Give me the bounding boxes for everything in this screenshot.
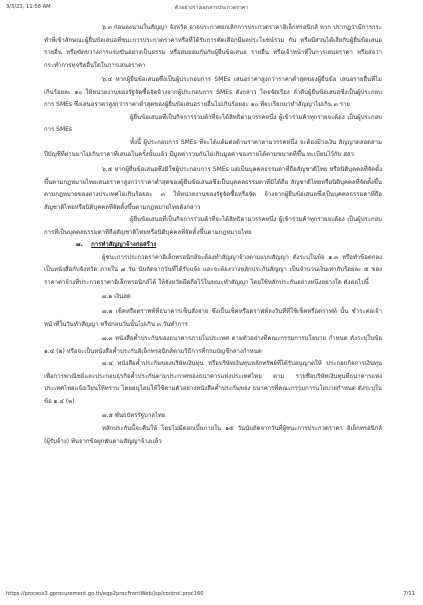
page-number: 7/11: [403, 591, 415, 597]
clause-6-5: ๖.๕ หากผู้ยื่นข้อเสนอซึ่งมิใช่ผู้ประกอบการ SMEs แต่เป็นบุคคลธรรมดาที่ถือสัญชาติไทย หรือนิติบุคคลที่จัดตั้งขึ้นตามกฎหมายไทยเสนอราคาสูงกว่าราคาต่ำสุดของผู้ยื่นข้อเสนอซึ่งเป็นบุคคลธรรมดาที่มิได้ถือ สัญชาติไทยหรือนิติบุคคลที่จัดตั้งขึ้นตามกฎหมายของต่างประเทศไม่เกินร้อยละ ๓ ให้หน่วยงานของรัฐจัดซื้อหรือจัด จ้างจากผู้ยื่นข้อเสนอซึ่งเป็นบุคคลธรรมดาที่ถือสัญชาติไทยหรือนิติบุคคลที่จัดตั้งขึ้นตามกฎหมายไทยดังกล่าว: [44, 166, 382, 211]
clause-7-return: หลักประกันนี้จะคืนให้ โดยไม่มีดอกเบี้ยภายใน ๑๕ วันนับถัดจากวันที่ผู้ชนะการประกวดราคา อิเล็กทรอนิกส์ (ผู้รับจ้าง) พ้นจากข้อผูกพันตามสัญญาจ้างแล้ว: [44, 424, 382, 445]
clause-7-1: ๗.๑ เงินสด: [102, 293, 131, 301]
section-7-title: การทำสัญญาจ้างก่อสร้าง: [91, 241, 157, 249]
clause-7-3: ๗.๓ หนังสือค้ำประกันของธนาคารภายในประเทศ ตามตัวอย่างที่คณะกรรมการนโยบาย กำหนด ดังระบุในข้อ ๑.๔ (๒) หรือจะเป็นหนังสือค้ำประกันอิเล็กทรอนิกส์ตามวิธีการที่กรมบัญชีกลางกำหนด: [44, 335, 382, 355]
clause-6-4-joint-venture: ผู้ยื่นข้อเสนอที่เป็นกิจการร่วมค้าที่จะได้สิทธิตามวรรคหนึ่ง ผู้เข้าร่วมค้าทุกรายจะต้อง เป็นผู้ประกอบการ SMEs: [44, 113, 382, 134]
clause-6-4: ๖.๔ หากผู้ยื่นข้อเสนอซึ่งเป็นผู้ประกอบการ SMEs เสนอราคาสูงกว่าราคาต่ำสุดของผู้ยื่นข้อ เสนอรายอื่นที่ไม่เกินร้อยละ ๑๐ ให้หน่วยงานของรัฐจัดซื้อจัดจ้างจากผู้ประกอบการ SMEs ดังกล่าว โดยจัดเรียง ลำดับผู้ยื่นข้อเสนอซึ่งเป็นผู้ประกอบการ SMEs ซึ่งเสนอราคาสูงกว่าราคาต่ำสุดของผู้ยื่นข้อเสนอรายอื่นไม่เกินร้อยละ ๑๐ ที่จะเรียกมาทำสัญญาไม่เกิน ๓ ราย: [44, 76, 382, 109]
page-url: https://process3.gprocurement.go.th/egp2procFrontWeb/jsp/control.proc160: [6, 591, 204, 597]
clause-7-intro: ผู้ชนะการประกวดราคาอิเล็กทรอนิกส์จะต้องทำสัญญาจ้างตามแบบสัญญา ดังระบุในข้อ ๑.๓ หรือทำข้อตกลงเป็นหนังสือกับจังหวัด ภายใน ๗ วัน นับถัดจากวันที่ได้รับแจ้ง และจะต้องวางหลักประกันสัญญา เป็นจำนวนเงินเท่ากับร้อยละ ๕ ของราคาค่าจ้างที่ประกวดราคาอิเล็กทรอนิกส์ได้ ให้จังหวัดยึดถือไว้ในขณะทำสัญญา โดยใช้หลักประกันอย่างหนึ่งอย่างใด ดังต่อไปนี้: [44, 253, 382, 286]
clause-6-3: ๖.๓ ก่อนลงนามในสัญญา จังหวัด อาจประกาศยกเลิกการประกวดราคาอิเล็กทรอนิกส์ หาก ปรากฏว่ามีการกระทำที่เข้าลักษณะผู้ยื่นข้อเสนอที่ชนะการประกวดราคาหรือที่ได้รับการคัดเลือกมีผลประโยชน์ร่วม กัน หรือมีส่วนได้เสียกับผู้ยื่นข้อเสนอรายอื่น หรือขัดขวางการแข่งขันอย่างเป็นธรรม หรือสมยอมกันกับผู้ยื่นข้อเสนอ รายอื่น หรือเจ้าหน้าที่ในการเสนอราคา หรือส่อว่ากระทำการทุจริตอื่นใดในการเสนอราคา: [44, 24, 382, 69]
clause-6-5-joint-venture: ผู้ยื่นข้อเสนอที่เป็นกิจการร่วมค้าที่จะได้สิทธิตามวรรคหนึ่ง ผู้เข้าร่วมค้าทุกรายจะต้อง เป็นผู้ประกอบการที่เป็นบุคคลธรรมดาที่ถือสัญชาติไทยหรือนิติบุคคลที่จัดตั้งขึ้นตามกฎหมายไทย: [44, 216, 382, 236]
clause-7-4: ๗.๔ หนังสือค้ำประกันของบริษัทเงินทุน หรือบริษัทเงินทุนหลักทรัพย์ที่ได้รับอนุญาตให้ ประกอบกิจการเงินทุนเพื่อการพาณิชย์และประกอบธุรกิจค้ำประกันตามประกาศของธนาคารแห่งประเทศไทย ตาม รายชื่อบริษัทเงินทุนที่ธนาคารแห่งประเทศไทยแจ้งเวียนให้ทราบ โดยอนุโลมให้ใช้ตามตัวอย่างหนังสือค้ำประกันของ ธนาคารที่คณะกรรมการนโยบายกำหนด ดังระบุในข้อ ๑.๔ (๒): [44, 360, 382, 405]
print-date: 3/3/23, 11:56 AM: [6, 4, 51, 10]
clause-7-2: ๗.๒ เช็คหรือดราฟท์ที่ธนาคารเซ็นสั่งจ่าย ซึ่งเป็นเช็คหรือดราฟท์ลงวันที่ที่ใช้เช็คหรือดราฟท์ นั้น ชำระต่อเจ้าหน้าที่ในวันทำสัญญา หรือก่อนวันนั้นไม่เกิน ๓ วันทำการ: [44, 308, 382, 328]
document-title: ตัวอย่างร่างเอกสารประกวดราคา: [174, 5, 249, 11]
section-7-heading: [44, 239, 382, 252]
clause-7-5: ๗.๕ พันธบัตรรัฐบาลไทย: [102, 412, 166, 420]
section-7-number: ๗.: [76, 241, 83, 249]
document-body: [44, 22, 382, 448]
clause-6-4-sme-limit: ทั้งนี้ ผู้ประกอบการ SMEs ที่จะได้แต้มต่อด้านราคาตามวรรคหนึ่ง จะต้องมีวงเงิน สัญญาตลอดสามปีบัญชีที่ผ่านมาไม่เกินราคาที่เสนอในครั้งนั้นแล้ว มีมูลค่ารวมกันไม่เกินมูลค่าของรายได้ตามขนาดที่ขึ้น ทะเบียนไว้กับ สสว: [44, 138, 382, 159]
